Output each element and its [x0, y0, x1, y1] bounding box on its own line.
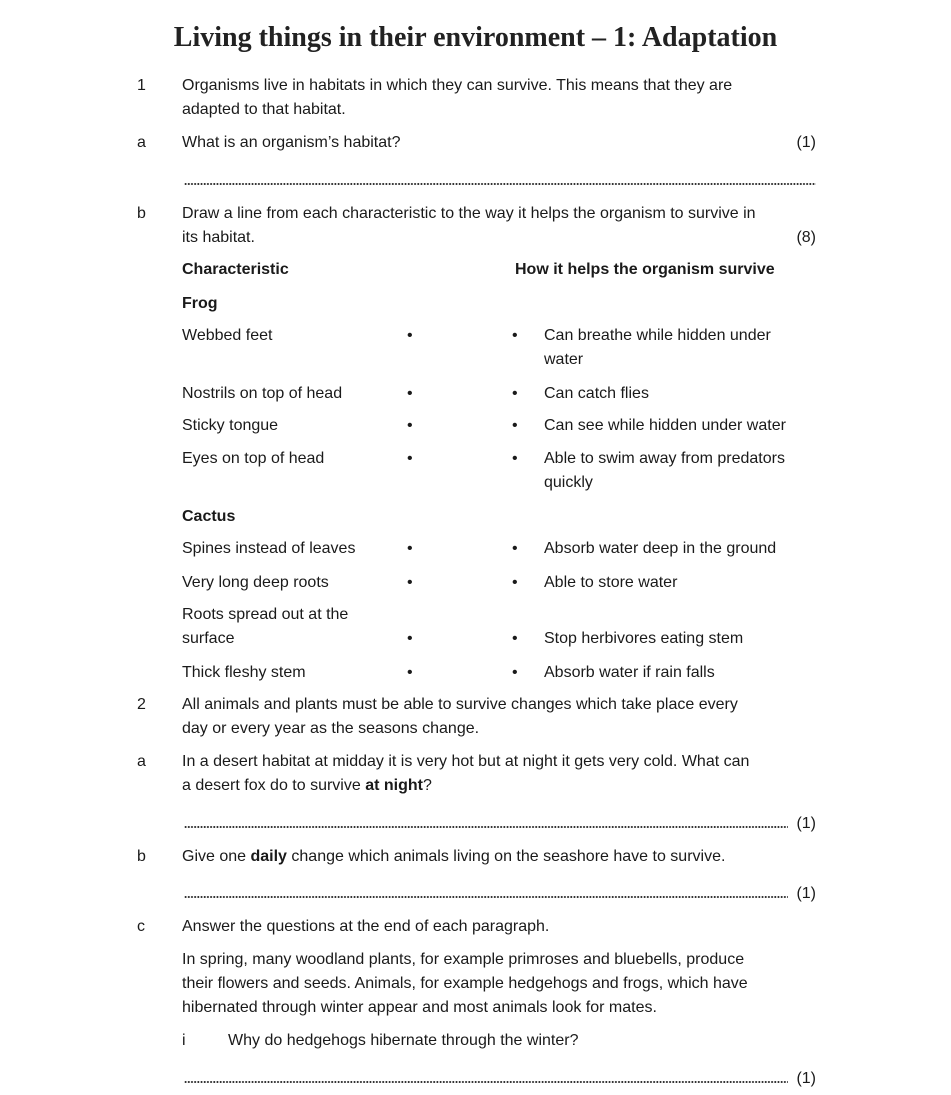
q2ci-marks: (1): [796, 1070, 816, 1087]
answer-see-hidden: Can see while hidden under water: [544, 417, 786, 434]
left-match-point[interactable]: •: [407, 417, 413, 434]
answer-store-water: Able to store water: [544, 574, 678, 591]
characteristic-nostrils: Nostrils on top of head: [182, 385, 343, 402]
characteristic-fleshy-stem: Thick fleshy stem: [182, 664, 306, 681]
q2ci-answer-line[interactable]: [184, 1081, 788, 1083]
answer-catch-flies: Can catch flies: [544, 385, 649, 402]
characteristic-eyes: Eyes on top of head: [182, 450, 325, 467]
q2a-question-line1: In a desert habitat at midday it is very hot but at night it gets very cold. What can: [182, 753, 750, 770]
right-match-point[interactable]: •: [512, 630, 518, 647]
q1a-marks: (1): [796, 134, 816, 151]
column-header-how-it-helps: How it helps the organism survive: [515, 261, 775, 278]
q2b-text-post: change which animals living on the seashore have to survive.: [286, 848, 726, 865]
q1b-question-line1: Draw a line from each characteristic to the way it helps the organism to survive in: [182, 205, 756, 222]
q2b-marks: (1): [796, 885, 816, 902]
q2b-text-pre: Give one: [182, 848, 251, 865]
characteristic-long-roots: Very long deep roots: [182, 574, 329, 591]
q1b-label: b: [137, 205, 146, 222]
answer-stop-herbivores: Stop herbivores eating stem: [544, 630, 744, 647]
q1a-question: What is an organism’s habitat?: [182, 134, 401, 151]
q2a-label: a: [137, 753, 146, 770]
q2b-answer-line[interactable]: [184, 896, 788, 898]
right-match-point[interactable]: •: [512, 450, 518, 467]
q1a-label: a: [137, 134, 146, 151]
q2c-label: c: [137, 918, 145, 935]
q2-intro-line1: All animals and plants must be able to survive changes which take place every: [182, 696, 738, 713]
left-match-point[interactable]: •: [407, 664, 413, 681]
characteristic-spines: Spines instead of leaves: [182, 540, 356, 557]
right-match-point[interactable]: •: [512, 664, 518, 681]
left-match-point[interactable]: •: [407, 630, 413, 647]
characteristic-sticky-tongue: Sticky tongue: [182, 417, 279, 434]
left-match-point[interactable]: •: [407, 574, 413, 591]
q2c-paragraph-line2: their flowers and seeds. Animals, for example hedgehogs and frogs, which have: [182, 975, 748, 992]
q2b-label: b: [137, 848, 146, 865]
page-title: Living things in their environment – 1: Adaptation: [173, 22, 778, 53]
right-match-point[interactable]: •: [512, 417, 518, 434]
q1-intro-line2: adapted to that habitat.: [182, 101, 346, 118]
answer-breathe-line1: Can breathe while hidden under: [544, 327, 771, 344]
right-match-point[interactable]: •: [512, 540, 518, 557]
right-match-point[interactable]: •: [512, 385, 518, 402]
q2-number: 2: [137, 696, 146, 713]
q2-intro-line2: day or every year as the seasons change.: [182, 720, 480, 737]
answer-breathe-line2: water: [544, 351, 584, 368]
answer-rain-falls: Absorb water if rain falls: [544, 664, 715, 681]
q2a-question-line2: [182, 774, 432, 798]
q2b-emphasis: daily: [250, 848, 287, 865]
q1b-question-line2: its habitat.: [182, 229, 255, 246]
q2a-marks: (1): [796, 815, 816, 832]
q2ci-label: i: [182, 1032, 186, 1049]
left-match-point[interactable]: •: [407, 385, 413, 402]
characteristic-webbed-feet: Webbed feet: [182, 327, 273, 344]
right-match-point[interactable]: •: [512, 327, 518, 344]
answer-absorb-deep: Absorb water deep in the ground: [544, 540, 777, 557]
q1b-marks: (8): [796, 229, 816, 246]
q2a-answer-line[interactable]: [184, 826, 788, 828]
q2b-question: [182, 845, 725, 869]
q2c-paragraph-line1: In spring, many woodland plants, for example primroses and bluebells, produce: [182, 951, 745, 968]
group-heading-frog: Frog: [182, 295, 218, 312]
q2a-line2-end: ?: [422, 777, 432, 794]
q2ci-question: Why do hedgehogs hibernate through the winter?: [228, 1032, 579, 1049]
left-match-point[interactable]: •: [407, 327, 413, 344]
right-match-point[interactable]: •: [512, 574, 518, 591]
q1-intro-line1: Organisms live in habitats in which they can survive. This means that they are: [182, 77, 733, 94]
q2a-emphasis: at night: [365, 777, 423, 794]
left-match-point[interactable]: •: [407, 540, 413, 557]
left-match-point[interactable]: •: [407, 450, 413, 467]
column-header-characteristic: Characteristic: [182, 261, 289, 278]
q1a-answer-line[interactable]: [184, 183, 816, 185]
answer-swim-away-line2: quickly: [544, 474, 593, 491]
q2c-paragraph-line3: hibernated through winter appear and most animals look for mates.: [182, 999, 657, 1016]
answer-swim-away-line1: Able to swim away from predators: [544, 450, 785, 467]
q2a-line2-text: a desert fox do to survive: [182, 777, 366, 794]
characteristic-spread-roots-line2: surface: [182, 630, 235, 647]
group-heading-cactus: Cactus: [182, 508, 236, 525]
characteristic-spread-roots-line1: Roots spread out at the: [182, 606, 349, 623]
q2c-instruction: Answer the questions at the end of each paragraph.: [182, 918, 550, 935]
q1-number: 1: [137, 77, 146, 94]
